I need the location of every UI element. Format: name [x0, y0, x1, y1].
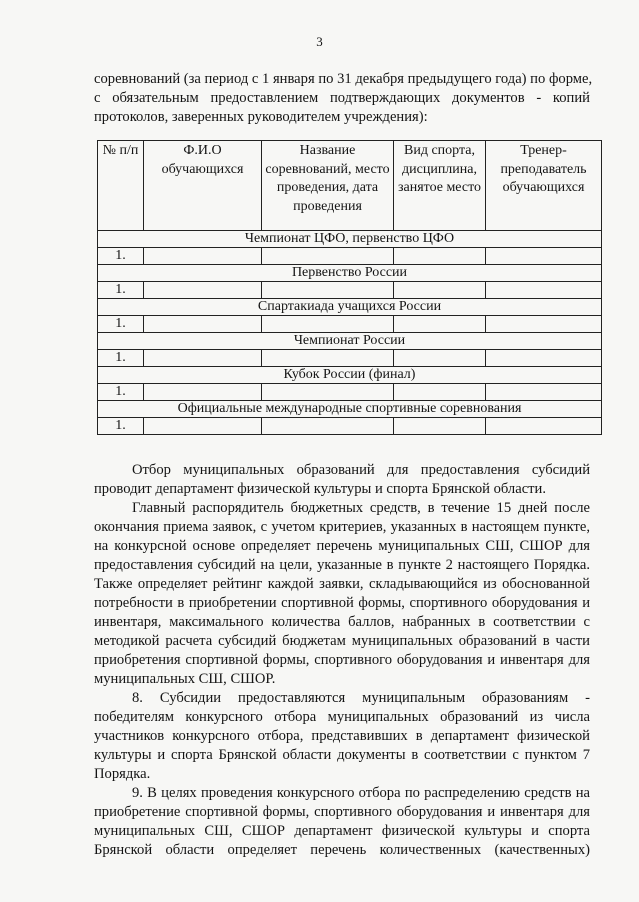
table-row — [98, 248, 602, 265]
section-row — [98, 367, 602, 384]
header-competition: Название соревнований, место проведения, дата проведения — [262, 141, 394, 231]
paragraph-line: участников конкурсного отбора, представивших в департамент физической — [94, 728, 590, 744]
intro-line: протоколов, заверенных руководителем учреждения): — [94, 109, 428, 125]
paragraph-item-9 — [94, 784, 590, 860]
section-title: Чемпионат России — [98, 333, 602, 350]
row-number: 1. — [98, 384, 144, 401]
cell-empty — [262, 282, 394, 299]
table-row — [98, 384, 602, 401]
section-title: Спартакиада учащихся России — [98, 299, 602, 316]
table-row — [98, 316, 602, 333]
intro-line: соревнований (за период с 1 января по 31 декабря предыдущего года) по форме, — [94, 71, 593, 87]
paragraph-line: проводит департамент физической культуры и спорта Брянской области. — [94, 481, 547, 497]
header-name: Ф.И.О обучающихся — [144, 141, 262, 231]
paragraph-line: муниципальных СШ, СШОР. — [94, 671, 276, 687]
paragraph-line: Главный распорядитель бюджетных средств, в течение 15 дней после — [132, 500, 590, 516]
cell-empty — [144, 418, 262, 435]
cell-empty — [486, 282, 602, 299]
paragraph-line: потребности в приобретении спортивной формы, спортивного оборудования и — [94, 595, 590, 611]
table-header-row — [98, 141, 602, 231]
row-number: 1. — [98, 316, 144, 333]
paragraph-line: методикой расчета субсидий бюджетам муниципальных образований в части — [94, 633, 590, 649]
cell-empty — [394, 418, 486, 435]
cell-empty — [144, 350, 262, 367]
paragraph-line: 9. В целях проведения конкурсного отбора по распределению средств на — [132, 785, 590, 801]
row-number: 1. — [98, 350, 144, 367]
cell-empty — [394, 350, 486, 367]
paragraph-line: Брянской области определяет перечень количественных (качественных) — [94, 842, 590, 858]
paragraph-line: культуры и спорта Брянской области документы в соответствии с пунктом 7 — [94, 747, 590, 763]
section-row — [98, 299, 602, 316]
section-row — [98, 401, 602, 418]
section-row — [98, 231, 602, 248]
table-row — [98, 282, 602, 299]
cell-empty — [394, 282, 486, 299]
section-row — [98, 333, 602, 350]
section-row — [98, 265, 602, 282]
cell-empty — [394, 316, 486, 333]
paragraph-line: инвентаря, максимального количества баллов, набранных в соответствии с — [94, 614, 590, 630]
section-title: Первенство России — [98, 265, 602, 282]
cell-empty — [486, 384, 602, 401]
row-number: 1. — [98, 418, 144, 435]
section-title: Официальные международные спортивные соревнования — [98, 401, 602, 418]
section-title: Кубок России (финал) — [98, 367, 602, 384]
intro-line: с обязательным предоставлением подтверждающих документов - копий — [94, 90, 590, 106]
cell-empty — [262, 350, 394, 367]
paragraph-line: Также определяет рейтинг каждой заявки, складывающийся из обоснованной — [94, 576, 590, 592]
header-coach: Тренер-преподаватель обучающихся — [486, 141, 602, 231]
paragraph-line: Порядка. — [94, 766, 151, 782]
paragraph-line: приобретение спортивной формы, спортивного оборудования и инвентаря для — [94, 804, 590, 820]
cell-empty — [486, 316, 602, 333]
paragraph-line: на конкурсной основе определяет перечень муниципальных СШ, СШОР для — [94, 538, 590, 554]
paragraph-line: предоставления субсидий на цели, указанные в пункте 2 настоящего Порядка. — [94, 557, 590, 573]
table-row — [98, 350, 602, 367]
paragraph-main-distributor — [94, 499, 590, 689]
intro-text — [94, 70, 593, 127]
cell-empty — [486, 248, 602, 265]
row-number: 1. — [98, 282, 144, 299]
paragraph-line: Отбор муниципальных образований для предоставления субсидий — [132, 462, 590, 478]
cell-empty — [486, 418, 602, 435]
cell-empty — [394, 384, 486, 401]
cell-empty — [144, 282, 262, 299]
cell-empty — [262, 248, 394, 265]
cell-empty — [262, 384, 394, 401]
table-row — [98, 418, 602, 435]
paragraph-selection — [94, 461, 590, 499]
header-num: № п/п — [98, 141, 144, 231]
paragraph-line: победителям конкурсного отбора муниципальных образований из числа — [94, 709, 590, 725]
paragraph-line: 8. Субсидии предоставляются муниципальным образованиям - — [132, 690, 590, 706]
cell-empty — [262, 418, 394, 435]
cell-empty — [486, 350, 602, 367]
cell-empty — [144, 248, 262, 265]
section-title: Чемпионат ЦФО, первенство ЦФО — [98, 231, 602, 248]
paragraph-item-8 — [94, 689, 590, 784]
cell-empty — [262, 316, 394, 333]
results-table — [97, 140, 602, 435]
paragraph-line: муниципальных СШ, СШОР департамент физической культуры и спорта — [94, 823, 590, 839]
page-number: 3 — [316, 34, 323, 49]
paragraph-line: окончания приема заявок, с учетом критериев, указанных в настоящем пункте, — [94, 519, 590, 535]
paragraph-line: приобретения спортивной формы, спортивного оборудования и инвентаря для — [94, 652, 590, 668]
cell-empty — [394, 248, 486, 265]
cell-empty — [144, 316, 262, 333]
header-sport: Вид спорта, дисциплина, занятое место — [394, 141, 486, 231]
row-number: 1. — [98, 248, 144, 265]
cell-empty — [144, 384, 262, 401]
